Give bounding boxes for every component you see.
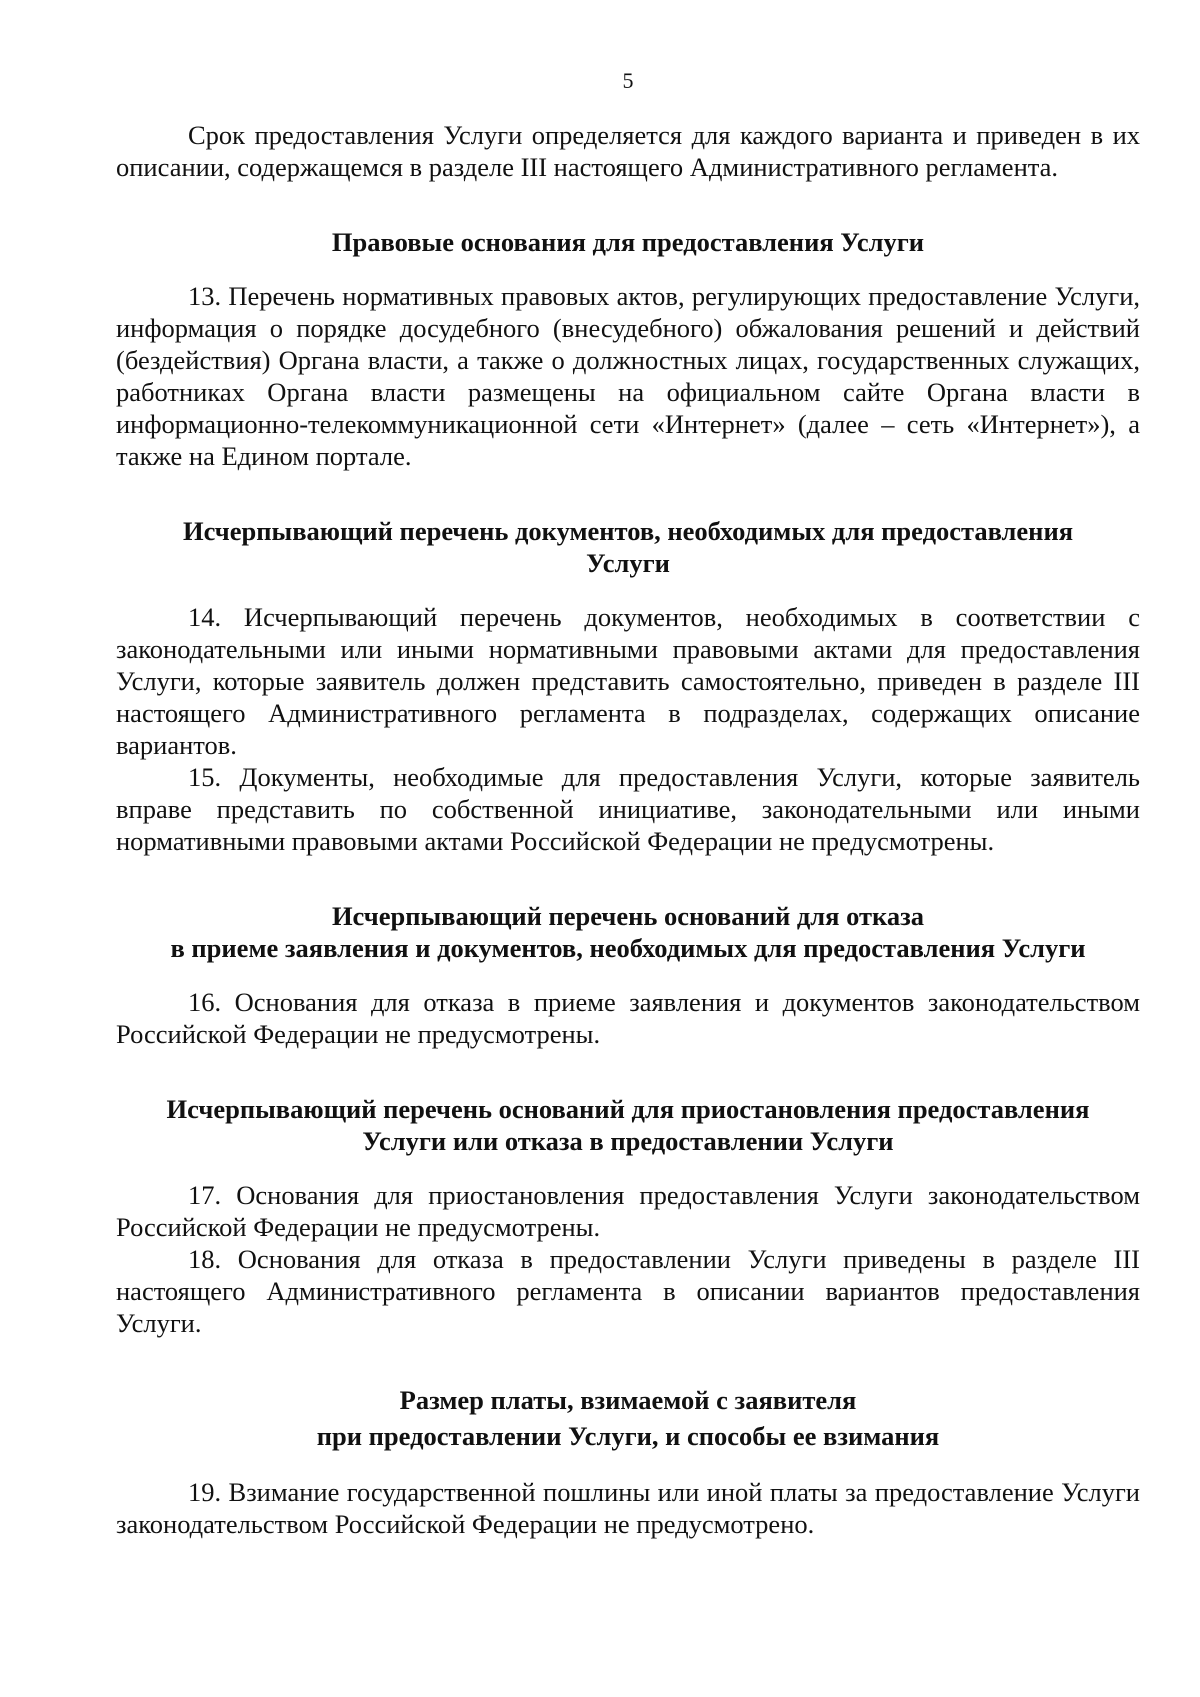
spacer	[116, 258, 1140, 280]
spacer	[116, 964, 1140, 986]
document-page	[116, 0, 1140, 1697]
paragraph-14: 14. Исчерпывающий перечень документов, необходимых в соответствии с законодательными или иными нормативными правовыми актами для предоставления Услуги, которые заявитель должен представить самостоятельно, приведен в разделе III настоящего Административного регламента в подразделах, содержащих описание вариантов.	[116, 602, 1140, 760]
spacer	[116, 1454, 1140, 1476]
heading-refusal-reception	[116, 900, 1140, 964]
page-number: 5	[622, 68, 634, 93]
heading-line: Размер платы, взимаемой с заявителя	[399, 1385, 857, 1415]
heading-line: Правовые основания для предоставления Услуги	[331, 227, 925, 257]
heading-line: Исчерпывающий перечень документов, необходимых для предоставления	[182, 516, 1074, 546]
spacer	[116, 472, 1140, 515]
heading-line: при предоставлении Услуги, и способы ее взимания	[316, 1421, 940, 1451]
heading-legal-grounds	[116, 226, 1140, 258]
paragraph-service-term: Срок предоставления Услуги определяется для каждого варианта и приведен в их описании, содержащемся в разделе III настоящего Административного регламента.	[116, 120, 1140, 182]
spacer	[116, 1157, 1140, 1179]
paragraph-18: 18. Основания для отказа в предоставлении Услуги приведены в разделе III настоящего Административного регламента в описании вариантов предоставления Услуги.	[116, 1244, 1140, 1338]
heading-line: в приеме заявления и документов, необходимых для предоставления Услуги	[170, 933, 1086, 963]
paragraph-19: 19. Взимание государственной пошлины или иной платы за предоставление Услуги законодательством Российской Федерации не предусмотрено.	[116, 1477, 1140, 1539]
spacer	[116, 183, 1140, 226]
document-body	[116, 119, 1140, 1540]
heading-line: Исчерпывающий перечень оснований для отказа	[331, 901, 925, 931]
heading-fee	[116, 1382, 1140, 1454]
heading-suspension-refusal	[116, 1093, 1140, 1157]
paragraph-13: 13. Перечень нормативных правовых актов, регулирующих предоставление Услуги, информация о порядке досудебного (внесудебного) обжалования решений и действий (бездействия) Органа власти, а также о должностных лицах, государственных служащих, работниках Органа власти размещены на официальном сайте Органа власти в информационно-телекоммуникационной сети «Интернет» (далее – сеть «Интернет»), а также на Едином портале.	[116, 281, 1140, 471]
heading-line: Услуги или отказа в предоставлении Услуги	[362, 1126, 894, 1156]
spacer	[116, 1050, 1140, 1093]
paragraph-17: 17. Основания для приостановления предоставления Услуги законодательством Российской Федерации не предусмотрены.	[116, 1180, 1140, 1242]
heading-line: Услуги	[586, 548, 670, 578]
heading-documents-list	[116, 515, 1140, 579]
paragraph-15: 15. Документы, необходимые для предоставления Услуги, которые заявитель вправе представить по собственной инициативе, законодательными или иными нормативными правовыми актами Российской Федерации не предусмотрены.	[116, 762, 1140, 856]
heading-line: Исчерпывающий перечень оснований для приостановления предоставления	[166, 1094, 1090, 1124]
paragraph-16: 16. Основания для отказа в приеме заявления и документов законодательством Российской Федерации не предусмотрены.	[116, 987, 1140, 1049]
spacer	[116, 857, 1140, 900]
spacer	[116, 579, 1140, 601]
spacer	[116, 1339, 1140, 1382]
